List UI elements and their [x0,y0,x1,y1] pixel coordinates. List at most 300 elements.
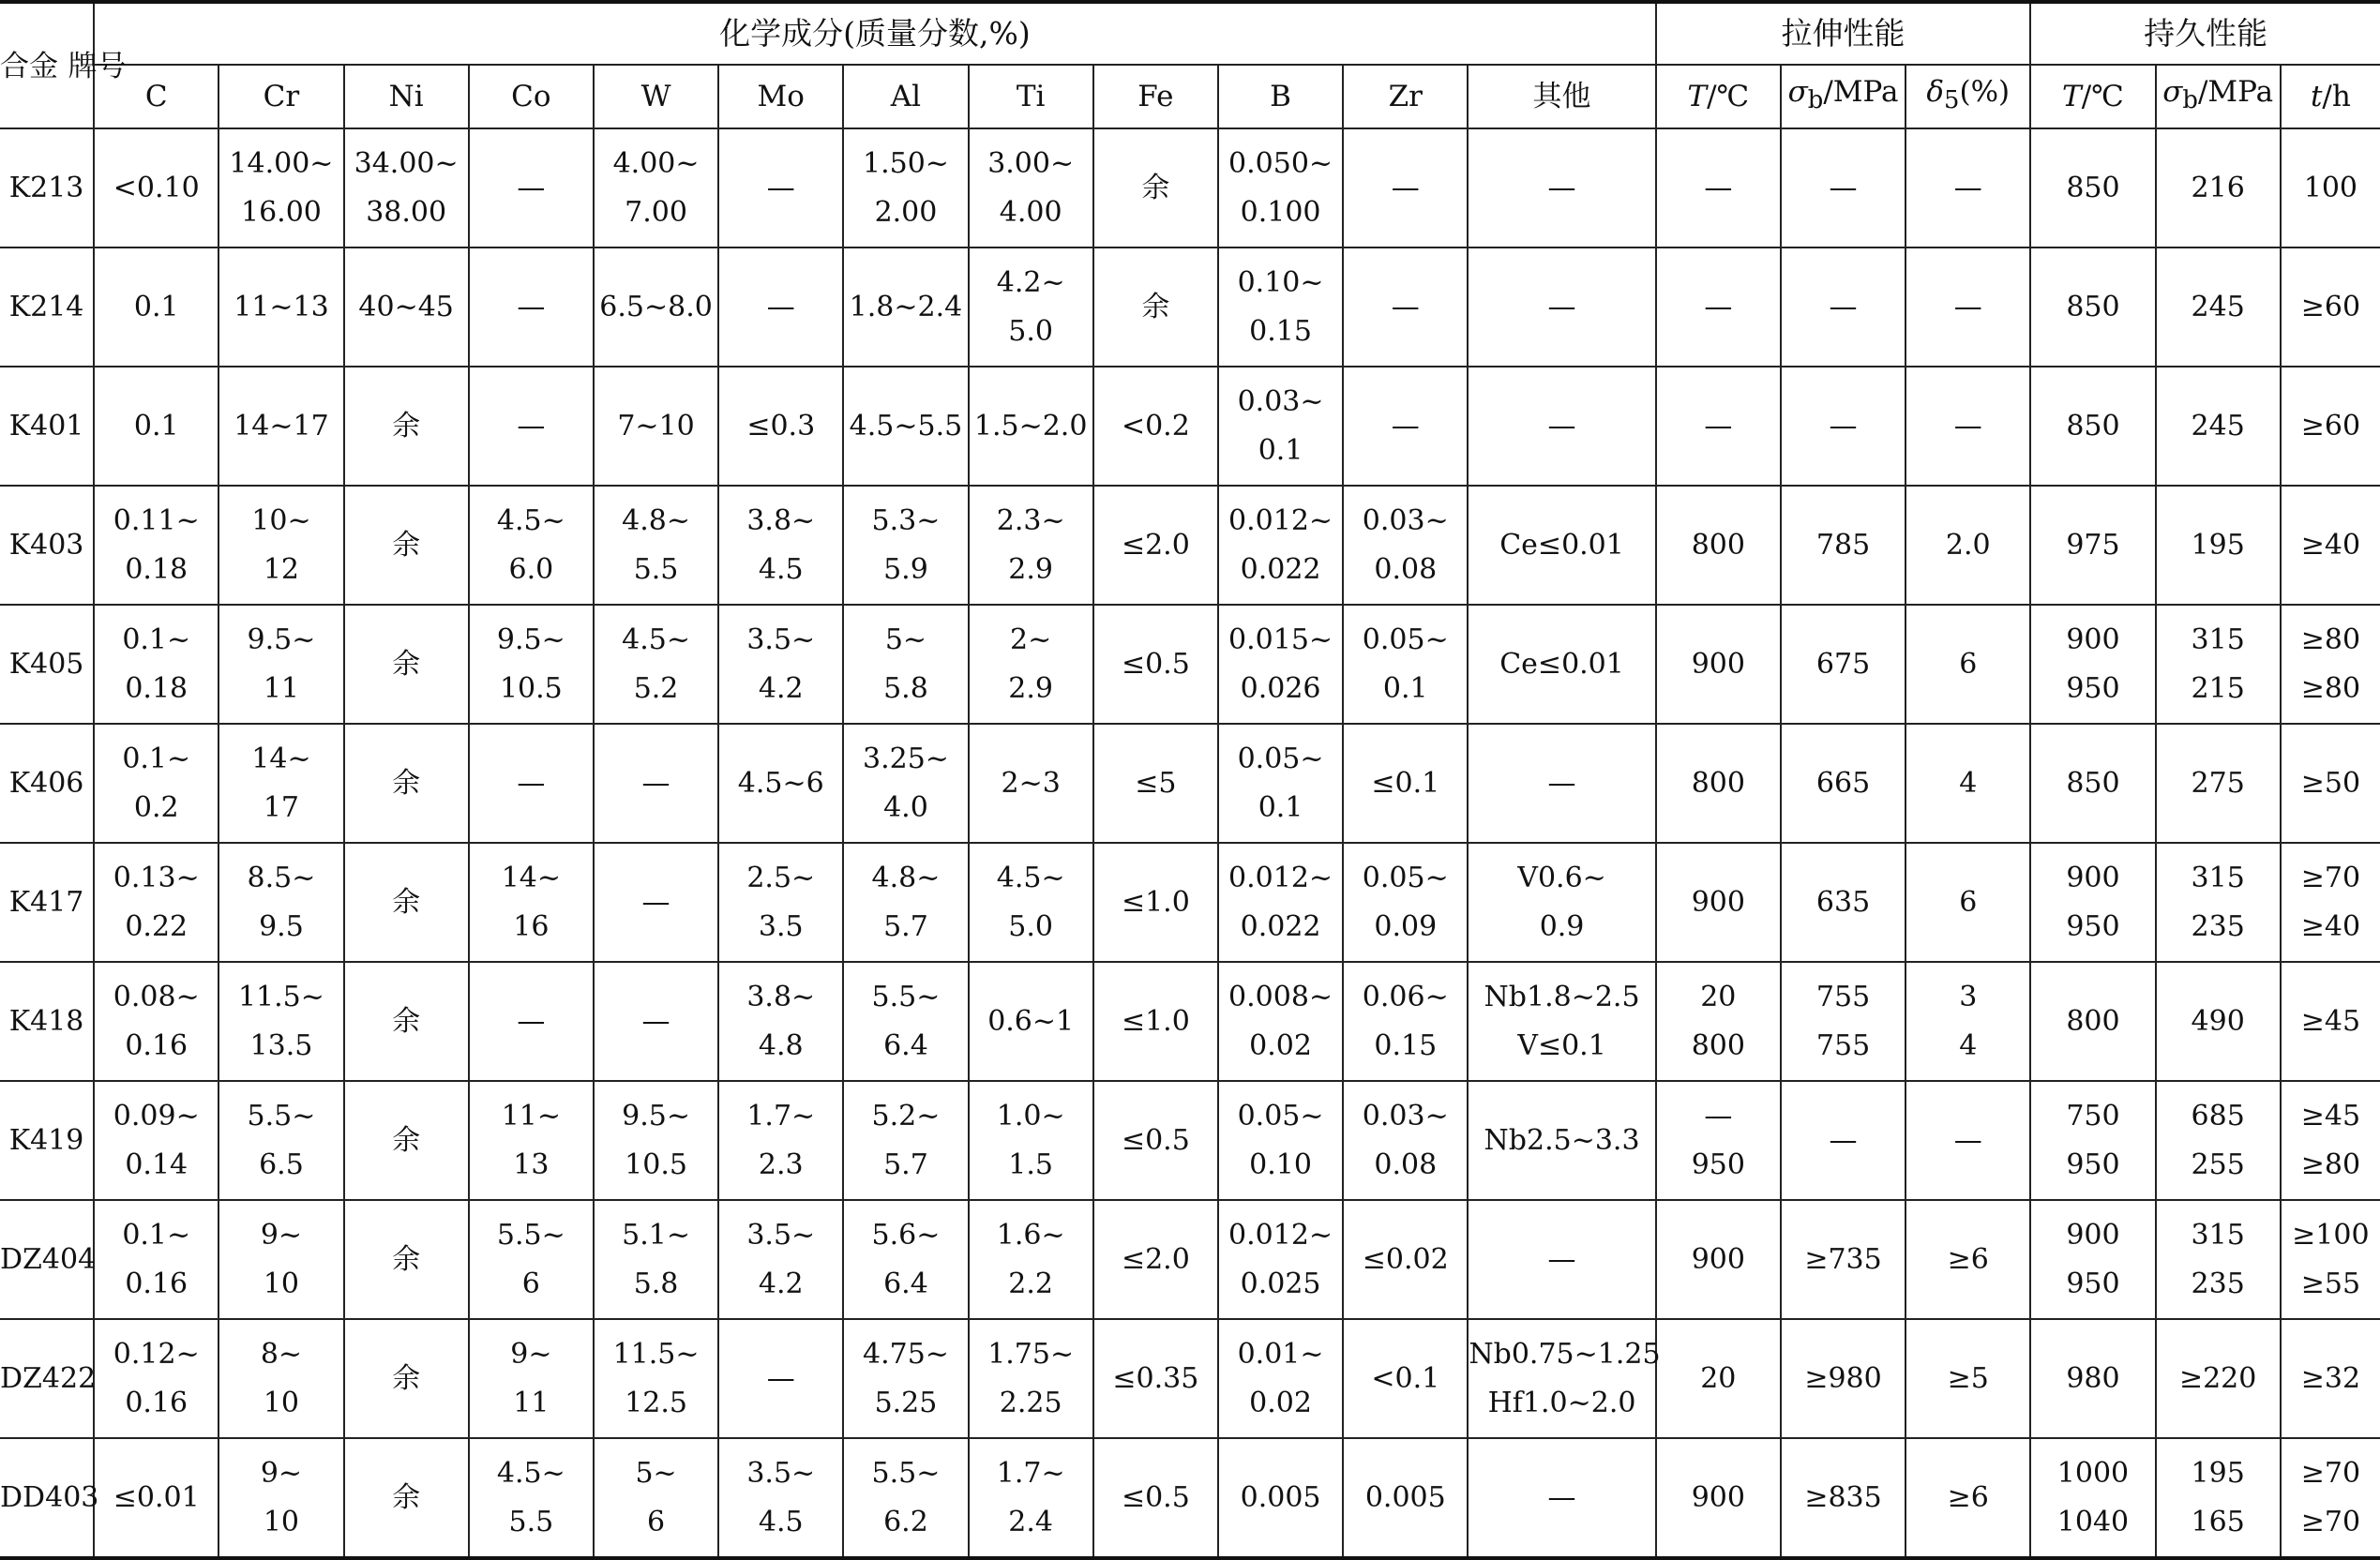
cell-text: 4.75~ [862,1337,949,1371]
cell-text: ≤0.5 [1121,1480,1190,1514]
cell-text: 13.5 [249,1028,313,1062]
cell-text: 0.06~ [1362,980,1449,1013]
cell-zr [1343,605,1468,724]
cell-c [94,248,218,367]
cell-text: 12 [263,552,300,586]
cell-text: 2.9 [1008,671,1054,705]
cell-text: — [517,409,546,442]
cell-c [94,1200,218,1319]
cell-rupture-temp [2030,962,2155,1081]
rupture-temp-unit: /℃ [2081,80,2124,113]
cell-mo [718,486,843,605]
cell-text: 6 [521,1267,540,1300]
cell-text: K403 [8,528,84,562]
cell-fe [1093,128,1218,248]
cell-text: 0.11~ [113,503,200,537]
cell-text: 5.5~ [496,1218,565,1252]
cell-text: 0.05~ [1362,622,1449,656]
cell-text: 0.22 [125,909,188,943]
cell-text: 0.18 [125,671,188,705]
table-row [0,1319,2380,1438]
col-header-mo: Mo [718,65,843,128]
cell-text: 3.5~ [746,1218,816,1252]
cell-text: — [517,290,546,323]
cell-text: ≤0.01 [113,1480,200,1514]
table-row [0,486,2380,605]
rupture-sigma-symbol: σ [2162,75,2183,110]
cell-tensile-strength [1781,128,1906,248]
cell-text: 6.5~8.0 [599,290,713,323]
cell-text: Ce≤0.01 [1499,647,1624,681]
cell-rupture-strength [2156,1438,2281,1558]
cell-rupture-time [2281,724,2380,843]
cell-text: — [1829,409,1858,442]
cell-mo [718,605,843,724]
cell-text: 0.008~ [1228,980,1333,1013]
cell-rupture-strength [2156,486,2281,605]
cell-w [594,843,718,962]
cell-other [1468,724,1655,843]
cell-text: 0.02 [1249,1028,1312,1062]
cell-text: 0.16 [125,1028,188,1062]
cell-text: 245 [2191,290,2245,323]
cell-text: 余 [392,409,421,442]
cell-text: 4.5~6 [737,766,824,800]
header-row-columns [0,65,2380,128]
cell-text: Nb0.75~1.25 [1469,1337,1661,1371]
cell-text: 3.8~ [746,980,816,1013]
cell-text: 余 [392,1480,421,1514]
cell-text: 5.5~ [247,1099,316,1132]
cell-text: ≥6 [1947,1242,1989,1276]
cell-text: 14~17 [233,409,329,442]
cell-rupture-strength [2156,843,2281,962]
cell-b [1218,1081,1343,1200]
col-header-fe: Fe [1093,65,1218,128]
table-row [0,1200,2380,1319]
cell-text: 2.3 [758,1148,804,1181]
cell-text: 3.00~ [987,146,1075,180]
cell-other [1468,367,1655,486]
cell-text: ≤2.0 [1121,528,1190,562]
cell-cr [218,724,343,843]
cell-rupture-time [2281,962,2380,1081]
cell-text: — [517,766,546,800]
cell-text: 13 [513,1148,550,1181]
cell-co [469,843,594,962]
cell-text: 4.2 [758,1267,804,1300]
cell-text: 0.005 [1240,1480,1321,1514]
cell-text: 9.5 [259,909,304,943]
cell-text: 0.09~ [113,1099,200,1132]
cell-text: 4.8 [758,1028,804,1062]
cell-zr [1343,128,1468,248]
cell-fe [1093,1200,1218,1319]
cell-text: ≤0.02 [1362,1242,1449,1276]
cell-co [469,128,594,248]
cell-rupture-temp [2030,1438,2155,1558]
cell-text: 5.9 [883,552,928,586]
cell-rupture-strength [2156,248,2281,367]
cell-zr [1343,486,1468,605]
cell-text: — [641,766,670,800]
cell-al [843,486,968,605]
cell-co [469,248,594,367]
cell-text: V≤0.1 [1517,1028,1606,1062]
cell-rupture-temp [2030,486,2155,605]
cell-text: 10~ [251,503,311,537]
cell-text: 4.5 [758,1505,804,1538]
cell-other [1468,843,1655,962]
cell-ni [344,843,469,962]
cell-text: 0.10~ [1237,265,1324,299]
cell-text: 5.0 [1008,909,1054,943]
tensile-sigma-subscript: b [1807,86,1824,115]
cell-text: 4 [1959,766,1978,800]
cell-rupture-temp [2030,248,2155,367]
cell-elongation [1906,1438,2030,1558]
cell-text: 20 [1700,980,1737,1013]
cell-text: 0.2 [133,790,179,824]
cell-text: 余 [392,1123,421,1157]
cell-text: 0.03~ [1362,503,1449,537]
cell-text: 14.00~ [229,146,334,180]
cell-rupture-time [2281,1319,2380,1438]
cell-text: 0.1 [1258,790,1303,824]
tensile-properties-header: 拉伸性能 [1656,2,2031,65]
cell-text: ≥40 [2300,528,2361,562]
cell-text: 0.025 [1240,1267,1321,1300]
cell-text: 800 [2066,1004,2120,1038]
cell-tensile-strength [1781,724,1906,843]
cell-text: ≥80 [2300,622,2361,656]
cell-rupture-temp [2030,367,2155,486]
cell-text: ≥835 [1804,1480,1882,1514]
cell-text: 7~10 [617,409,695,442]
cell-fe [1093,962,1218,1081]
cell-al [843,248,968,367]
cell-mo [718,962,843,1081]
col-header-ni: Ni [344,65,469,128]
cell-cr [218,1200,343,1319]
cell-text: Nb2.5~3.3 [1484,1123,1640,1157]
cell-text: Nb1.8~2.5 [1484,980,1640,1013]
cell-text: 余 [1141,171,1170,204]
cell-text: 6.4 [883,1028,928,1062]
table-row [0,248,2380,367]
table-row [0,605,2380,724]
cell-text: 255 [2191,1148,2245,1181]
cell-text: — [517,1004,546,1038]
cell-text: 950 [2066,1267,2120,1300]
cell-text: 5.5~ [871,1456,941,1490]
cell-text: 3.25~ [862,742,949,775]
cell-fe [1093,1438,1218,1558]
cell-tensile-temp [1656,1319,1781,1438]
cell-alloy-code [0,367,94,486]
cell-text: 5.5~ [871,980,941,1013]
cell-text: 6.5 [259,1148,304,1181]
cell-alloy-code [0,605,94,724]
cell-text: 755 [1815,1028,1871,1062]
rupture-sigma-subscript: b [2182,86,2198,115]
cell-rupture-time [2281,367,2380,486]
cell-text: 0.1 [133,409,179,442]
cell-w [594,248,718,367]
col-header-rupture-temp [2030,65,2155,128]
cell-tensile-temp [1656,962,1781,1081]
cell-mo [718,724,843,843]
cell-co [469,1438,594,1558]
cell-text: 5.25 [874,1386,938,1419]
cell-w [594,1319,718,1438]
cell-text: 11.5~ [612,1337,700,1371]
cell-text: 165 [2191,1505,2245,1538]
cell-cr [218,367,343,486]
cell-text: 950 [2066,909,2120,943]
cell-text: ≥60 [2300,290,2361,323]
cell-text: 14~ [251,742,311,775]
tensile-sigma-symbol: σ [1787,75,1808,110]
cell-co [469,962,594,1081]
cell-text: <0.2 [1121,409,1190,442]
cell-tensile-temp [1656,605,1781,724]
cell-text: — [1829,290,1858,323]
cell-tensile-temp [1656,128,1781,248]
cell-text: ≥60 [2300,409,2361,442]
cell-other [1468,1438,1655,1558]
cell-rupture-time [2281,1081,2380,1200]
cell-text: 1.75~ [987,1337,1075,1371]
cell-text: — [1704,409,1733,442]
cell-text: 2.9 [1008,552,1054,586]
cell-text: 2.3~ [996,503,1065,537]
cell-fe [1093,1081,1218,1200]
cell-text: 800 [1691,528,1745,562]
cell-fe [1093,486,1218,605]
cell-text: ≤2.0 [1121,1242,1190,1276]
cell-text: — [1547,1480,1576,1514]
cell-tensile-temp [1656,248,1781,367]
cell-text: — [1391,409,1420,442]
cell-fe [1093,843,1218,962]
cell-text: 4.2~ [996,265,1065,299]
header-row-groups [0,2,2380,65]
cell-tensile-strength [1781,962,1906,1081]
cell-alloy-code [0,962,94,1081]
cell-text: 9~ [510,1337,552,1371]
cell-other [1468,605,1655,724]
cell-text: 10 [263,1267,300,1300]
cell-mo [718,1081,843,1200]
cell-rupture-time [2281,1438,2380,1558]
cell-text: 0.16 [125,1267,188,1300]
cell-elongation [1906,1081,2030,1200]
cell-tensile-temp [1656,724,1781,843]
cell-text: ≥735 [1804,1242,1882,1276]
cell-text: — [1829,1123,1858,1157]
cell-zr [1343,962,1468,1081]
cell-ti [969,1200,1093,1319]
cell-text: 195 [2191,1456,2245,1490]
tensile-temp-symbol: T [1687,80,1708,113]
cell-text: 5.0 [1008,314,1054,348]
cell-text: 0.05~ [1237,1099,1324,1132]
cell-text: 900 [2066,622,2120,656]
cell-text: ≤0.5 [1121,1123,1190,1157]
cell-text: — [1547,290,1576,323]
cell-text: 7.00 [625,195,687,229]
cell-zr [1343,1200,1468,1319]
cell-al [843,1200,968,1319]
cell-text: 2.2 [1008,1267,1054,1300]
cell-c [94,962,218,1081]
cell-text: 0.012~ [1228,1218,1333,1252]
cell-text: 0.08 [1374,552,1438,586]
cell-al [843,843,968,962]
cell-text: ≥50 [2300,766,2361,800]
cell-text: 16 [513,909,550,943]
cell-text: 38.00 [366,195,447,229]
cell-text: 余 [392,1004,421,1038]
cell-text: ≥70 [2300,861,2361,894]
cell-rupture-temp [2030,1081,2155,1200]
cell-text: 0.6~1 [987,1004,1075,1038]
cell-text: 14~ [501,861,561,894]
cell-text: 850 [2066,171,2120,204]
cell-text: 20 [1700,1361,1737,1395]
cell-elongation [1906,962,2030,1081]
cell-tensile-temp [1656,1081,1781,1200]
cell-text: — [1953,409,1982,442]
cell-b [1218,486,1343,605]
cell-text: 800 [1691,766,1745,800]
cell-text: 785 [1815,528,1871,562]
cell-ni [344,1200,469,1319]
cell-text: 0.09 [1374,909,1438,943]
cell-ti [969,1438,1093,1558]
cell-text: 1.6~ [996,1218,1065,1252]
cell-text: <0.1 [1371,1361,1440,1395]
cell-text: 2.0 [1945,528,1991,562]
cell-text: DD403 [0,1480,99,1514]
cell-c [94,367,218,486]
cell-text: 0.08 [1374,1148,1438,1181]
cell-text: 1.7~ [746,1099,816,1132]
col-header-zr: Zr [1343,65,1468,128]
cell-text: — [1829,171,1858,204]
cell-text: — [1953,290,1982,323]
cell-text: 3.5~ [746,1456,816,1490]
cell-text: 余 [392,1242,421,1276]
cell-text: 685 [2191,1099,2245,1132]
cell-text: ≥45 [2300,1004,2361,1038]
tensile-sigma-unit: /MPa [1823,75,1899,110]
cell-text: — [641,885,670,919]
cell-text: 8~ [260,1337,303,1371]
cell-al [843,605,968,724]
cell-cr [218,1438,343,1558]
col-header-elongation [1906,65,2030,128]
cell-text: 5.2 [633,671,679,705]
cell-text: 665 [1815,766,1871,800]
cell-text: 0.15 [1374,1028,1438,1062]
cell-rupture-time [2281,605,2380,724]
cell-text: 4.5~ [496,503,565,537]
cell-text: 1000 [2056,1456,2130,1490]
cell-text: K406 [8,766,84,800]
cell-text: 1.0~ [996,1099,1065,1132]
cell-text: 235 [2191,909,2245,943]
cell-text: 900 [1691,1480,1745,1514]
cell-mo [718,1438,843,1558]
cell-text: 34.00~ [354,146,459,180]
col-header-rupture-strength [2156,65,2281,128]
cell-ni [344,1319,469,1438]
cell-b [1218,1319,1343,1438]
cell-text: 余 [392,1361,421,1395]
cell-rupture-strength [2156,724,2281,843]
cell-zr [1343,248,1468,367]
cell-zr [1343,367,1468,486]
cell-ti [969,605,1093,724]
cell-text: K213 [8,171,84,204]
alloy-code-header-line2: 牌号 [68,49,127,83]
cell-text: K417 [8,885,84,919]
cell-text: 4.8~ [622,503,690,537]
cell-al [843,128,968,248]
cell-text: 9.5~ [622,1099,690,1132]
cell-tensile-strength [1781,843,1906,962]
table-body [0,128,2380,1558]
cell-text: 750 [2066,1099,2120,1132]
rupture-sigma-unit: /MPa [2197,75,2274,110]
cell-rupture-time [2281,1200,2380,1319]
cell-ni [344,605,469,724]
cell-al [843,962,968,1081]
cell-alloy-code [0,248,94,367]
table-row [0,843,2380,962]
cell-b [1218,248,1343,367]
cell-text: 100 [2303,171,2358,204]
cell-ti [969,962,1093,1081]
cell-text: 4.2 [758,671,804,705]
cell-text: 16.00 [241,195,322,229]
cell-text: 0.08~ [113,980,200,1013]
cell-w [594,1081,718,1200]
cell-c [94,724,218,843]
chemical-composition-header: 化学成分(质量分数,%) [94,2,1656,65]
cell-text: 0.015~ [1228,622,1333,656]
cell-text: 4.00 [999,195,1062,229]
cell-b [1218,128,1343,248]
cell-text: 900 [1691,885,1745,919]
cell-fe [1093,1319,1218,1438]
cell-rupture-temp [2030,128,2155,248]
cell-cr [218,962,343,1081]
cell-zr [1343,1319,1468,1438]
cell-c [94,128,218,248]
cell-text: K418 [8,1004,84,1038]
table-row [0,1438,2380,1558]
cell-text: 10.5 [499,671,563,705]
cell-b [1218,1200,1343,1319]
cell-text: 1.50~ [862,146,949,180]
cell-text: 950 [2066,1148,2120,1181]
cell-text: 5.8 [633,1267,679,1300]
cell-text: 10 [263,1386,300,1419]
cell-ti [969,843,1093,962]
